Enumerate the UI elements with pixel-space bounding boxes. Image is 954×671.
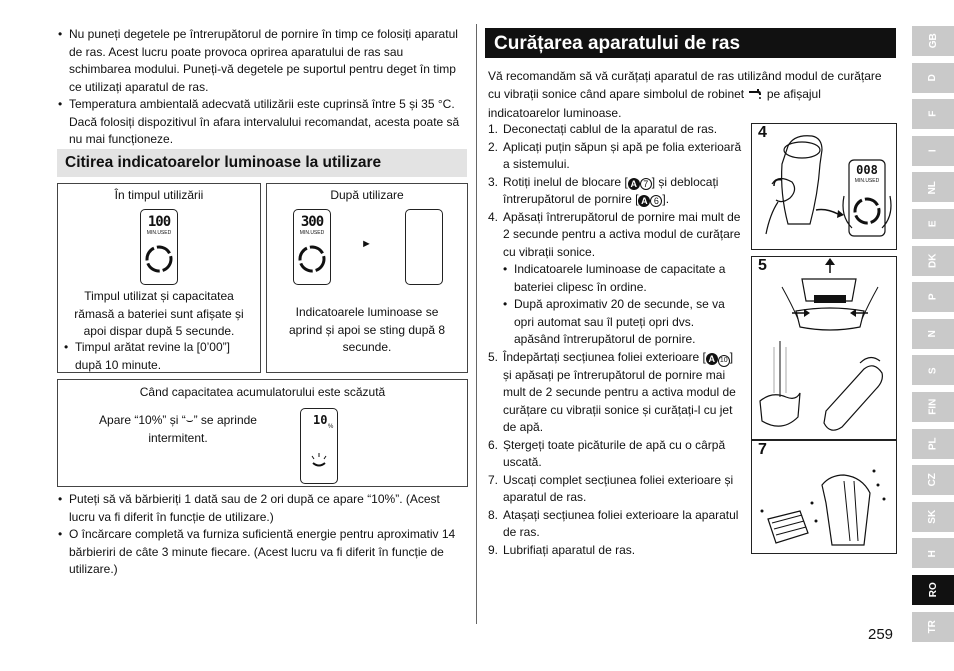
lang-tab-label: FIN: [927, 398, 939, 416]
lang-tab-f[interactable]: [912, 99, 954, 129]
shaver-display: [140, 209, 178, 285]
lang-tab-label: S: [927, 367, 939, 374]
column-divider: [476, 24, 477, 624]
display-value: 10: [313, 413, 328, 427]
step-item: 4. Apăsați întrerupătorul de pornire mai mult de 2 secunde pentru a activa modul de curățare cu vibrații sonice. • Indicatoarele luminoase de capacitate a bateriei clipesc în ordine. • După aproximativ 20 de secunde, se va opri automat sau îl puteți opri dvs. apăsând întrerupătorul de pornire.: [488, 209, 742, 349]
ref-badge: A: [706, 353, 718, 365]
ref-number: 6: [650, 195, 662, 207]
list-item: • Indicatoarele luminoase de capacitate a bateriei clipesc în ordine.: [503, 261, 742, 296]
intro-text-end: pe afișajul indicatoarelor luminoase.: [488, 86, 821, 120]
lang-tab-ro[interactable]: [912, 575, 954, 605]
during-use-text: Timpul utilizat și capacitatea rămasă a bateriei sunt afișate și apoi dispar după 5 secunde.: [74, 289, 244, 338]
lang-tab-n[interactable]: [912, 319, 954, 349]
lang-tab-pl[interactable]: [912, 429, 954, 459]
list-item: • Timpul arătat revine la [0’00”] după 10 minute.: [64, 339, 254, 374]
lang-tab-gb[interactable]: [912, 26, 954, 56]
ref-number: 7: [640, 178, 652, 190]
page-number: 259: [868, 626, 894, 643]
display-value: 300: [300, 214, 324, 230]
step-item: 2. Aplicați puțin săpun și apă pe folia exterioară a sistemului.: [488, 139, 742, 171]
intro-text: Vă recomandăm să vă curățați aparatul de ras utilizând modul de curățare cu vibrații sonice când apare simbolul de robinet: [488, 69, 882, 101]
step-item: 1. Deconectați cablul de la aparatul de ras.: [488, 122, 718, 136]
ref-number: 10: [718, 355, 730, 367]
lang-tab-i[interactable]: [912, 136, 954, 166]
lang-tab-label: E: [927, 220, 939, 228]
display-value: 100: [147, 214, 171, 230]
intro-bullets: [58, 26, 466, 149]
lang-tab-label: NL: [927, 180, 939, 195]
lang-tab-d[interactable]: [912, 63, 954, 93]
lang-tab-label: D: [927, 73, 939, 82]
display-unit: MIN.USED: [299, 230, 325, 236]
figure-number: 5: [758, 257, 767, 274]
list-item: • După aproximativ 20 de secunde, se va opri automat sau îl puteți opri dvs. apăsând întrerupătorul de pornire.: [503, 296, 742, 349]
lang-tab-p[interactable]: [912, 282, 954, 312]
step-item: 7. Uscați complet secțiunea foliei exterioare și aparatul de ras.: [488, 472, 734, 504]
lang-tab-label: TR: [927, 619, 939, 634]
display-unit: MIN.USED: [854, 178, 880, 184]
step-item: 9. Lubrifiați aparatul de ras.: [488, 542, 636, 557]
arrow-right-icon: ►: [361, 238, 372, 250]
lang-tab-label: I: [927, 149, 939, 153]
cleaning-title: Curățarea aparatului de ras: [485, 28, 896, 58]
lang-tab-e[interactable]: [912, 209, 954, 239]
foil-remove-illustration: [752, 257, 896, 439]
battery-ring-icon: [141, 240, 177, 280]
figure-number: 4: [758, 124, 767, 141]
drying-illustration: [752, 441, 896, 553]
lang-tab-label: F: [927, 111, 939, 118]
cleaning-steps: [488, 121, 742, 559]
display-unit: MIN.USED: [146, 230, 172, 236]
list-item: • Temperatura ambientală adecvată utilizării este cuprinsă între 5 și 35 °C. Dacă folosiți dispozitivul în afara intervalului recomandat, acesta poate să nu mai funcționeze.: [58, 96, 466, 149]
display-value: 008: [856, 163, 878, 177]
cleaning-intro: [488, 68, 888, 123]
battery-ring-icon: [294, 240, 330, 280]
shaver-display: [293, 209, 331, 285]
list-item: • O încărcare completă va furniza suficientă energie pentru aproximativ 14 bărbieriri de câte 3 minute fiecare. (Acest lucru va fi diferit în funcție de utilizare.): [58, 526, 468, 579]
low-battery-label: Când capacitatea acumulatorului este scăzută: [139, 385, 386, 399]
ref-badge: A: [638, 195, 650, 207]
battery-blink-icon: [301, 451, 337, 471]
during-use-label: În timpul utilizării: [114, 188, 204, 202]
step-item: 5. Îndepărtați secțiunea foliei exterioare [ A 10 ] și apăsați pe întrerupătorul de pornire mai mult de 2 secunde pentru a activa modul de curățare cu vibrații sonice și curățați-l cu jet de apă.: [488, 349, 736, 434]
lang-tab-label: PL: [927, 437, 939, 450]
lang-tab-label: N: [927, 330, 939, 338]
during-use-box: [57, 183, 261, 373]
after-use-box: [266, 183, 468, 373]
lang-tab-cz[interactable]: [912, 465, 954, 495]
lang-tab-h[interactable]: [912, 538, 954, 568]
lang-tab-label: RO: [927, 582, 939, 598]
lang-tab-label: CZ: [927, 473, 939, 487]
lang-tab-label: P: [927, 293, 939, 301]
figure-4: [751, 123, 897, 250]
figure-5: [751, 256, 897, 440]
display-unit: %: [328, 424, 334, 430]
ref-badge: A: [628, 178, 640, 190]
lang-tab-label: DK: [927, 253, 939, 268]
indicators-heading: Citirea indicatoarelor luminoase la utilizare: [57, 149, 467, 177]
lang-tab-dk[interactable]: [912, 246, 954, 276]
low-battery-box: [57, 379, 468, 487]
low-battery-text: Apare “10%” și “⌣” se aprinde intermitent.: [99, 413, 257, 445]
shaver-display: [300, 408, 338, 484]
list-item: • Puteți să vă bărbieriți 1 dată sau de 2 ori după ce apare “10%”. (Acest lucru va fi diferit în funcție de utilizare.): [58, 491, 468, 526]
lang-tab-sk[interactable]: [912, 502, 954, 532]
step-item: 6. Ștergeți toate picăturile de apă cu o cârpă uscată.: [488, 437, 726, 469]
after-use-text: Indicatoarele luminoase se aprind și apoi se sting după 8 secunde.: [288, 305, 446, 354]
lang-tab-label: H: [927, 549, 939, 558]
step-item: 8. Atașați secțiunea foliei exterioare la aparatul de ras.: [488, 507, 739, 539]
lang-tab-nl[interactable]: [912, 172, 954, 202]
lang-tab-s[interactable]: [912, 355, 954, 385]
lang-tab-fin[interactable]: [912, 392, 954, 422]
lang-tab-label: SK: [927, 509, 939, 524]
battery-notes: [58, 491, 468, 579]
during-use-bullets: [64, 339, 254, 374]
lang-tab-tr[interactable]: [912, 612, 954, 642]
faucet-icon: [748, 87, 764, 106]
shaver-rotate-illustration: [752, 124, 896, 249]
after-use-label: După utilizare: [330, 188, 404, 202]
list-item: • Nu puneți degetele pe întrerupătorul de pornire în timp ce folosiți aparatul de ras. Acest lucru poate provoca oprirea aparatului de ras sau schimbarea modului. Puneți-vă degetele pe suportul pentru deget în timp ce utilizați aparatul de ras.: [58, 26, 466, 96]
figure-7: [751, 440, 897, 554]
figure-number: 7: [758, 441, 767, 458]
blank-display: [405, 209, 443, 285]
step-item: 3. Rotiți inelul de blocare [ A 7 ] și deblocați întrerupătorul de pornire [ A 6 ].: [488, 174, 719, 206]
lang-tab-label: GB: [927, 33, 939, 49]
